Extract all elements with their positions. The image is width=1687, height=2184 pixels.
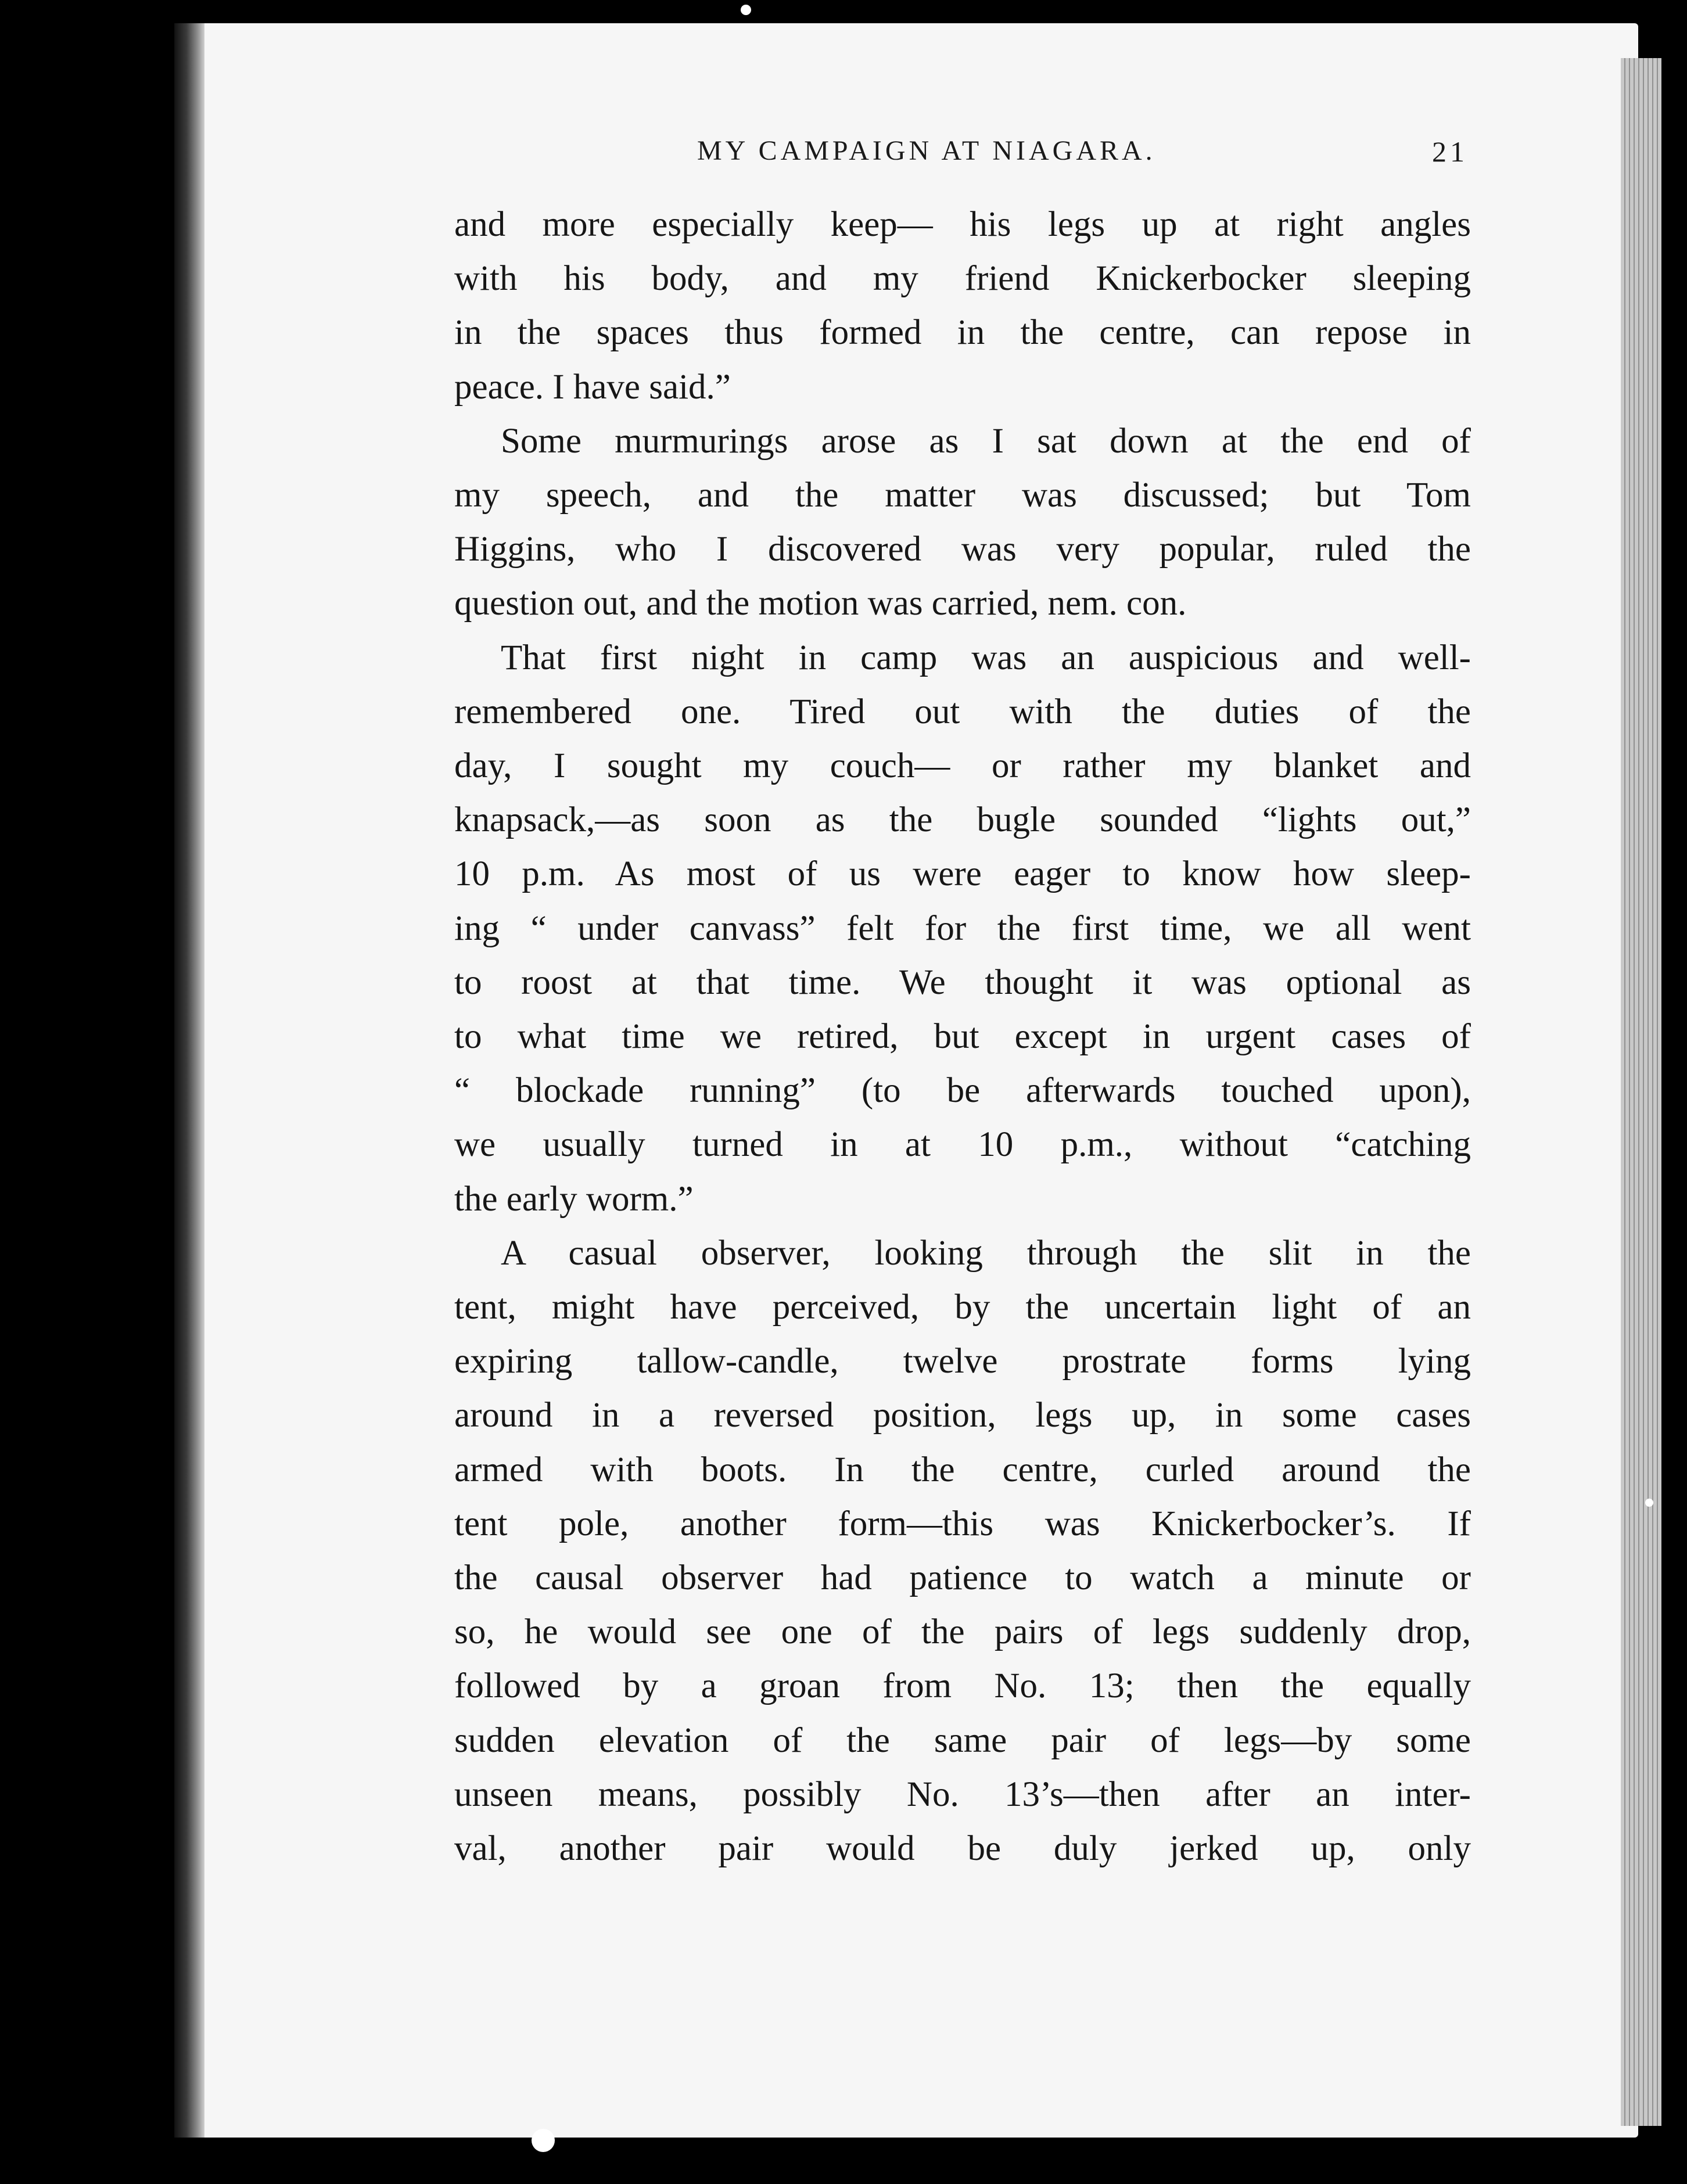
text-line: tent pole, another form—this was Knickerbocker’s. If: [454, 1504, 1471, 1543]
text-line: my speech, and the matter was discussed; but Tom: [454, 476, 1471, 515]
text-line: so, he would see one of the pairs of legs suddenly drop,: [454, 1612, 1471, 1652]
text-line: day, I sought my couch— or rather my blanket and: [454, 746, 1471, 786]
text-line: “ blockade running” (to be afterwards touched upon),: [454, 1071, 1471, 1111]
text-line: expiring tallow-candle, twelve prostrate forms lying: [454, 1342, 1471, 1381]
body-text: [454, 197, 1471, 1876]
text-line: Higgins, who I discovered was very popular, ruled the: [454, 530, 1471, 569]
page-edges: [1621, 58, 1661, 2126]
text-line: armed with boots. In the centre, curled around the: [454, 1450, 1471, 1489]
page-number: 21: [1432, 135, 1468, 168]
running-head: MY CAMPAIGN AT NIAGARA.: [697, 135, 1156, 166]
text-line: That first night in camp was an auspicious and well-: [501, 638, 1471, 677]
text-line: and more especially keep— his legs up at right angles: [454, 205, 1471, 244]
text-line: unseen means, possibly No. 13’s—then after an inter-: [454, 1774, 1471, 1814]
text-line: around in a reversed position, legs up, in some cases: [454, 1396, 1471, 1435]
text-line: the causal observer had patience to watch a minute or: [454, 1558, 1471, 1598]
text-line: Some murmurings arose as I sat down at the end of: [501, 421, 1471, 461]
scan-speck: [1645, 1499, 1653, 1507]
text-line: the early worm.”: [454, 1179, 694, 1219]
text-line: 10 p.m. As most of us were eager to know how sleep-: [454, 854, 1471, 894]
book-gutter: [174, 23, 204, 2138]
text-line: followed by a groan from No. 13; then the equally: [454, 1666, 1471, 1706]
text-line: we usually turned in at 10 p.m., without “catching: [454, 1125, 1471, 1165]
text-line: to roost at that time. We thought it was optional as: [454, 962, 1471, 1002]
text-line: in the spaces thus formed in the centre, can repose in: [454, 313, 1471, 353]
text-line: ing “ under canvass” felt for the first time, we all went: [454, 908, 1471, 948]
scan-speck: [532, 2129, 555, 2152]
text-line: peace. I have said.”: [454, 367, 731, 407]
text-line: val, another pair would be duly jerked up, only: [454, 1829, 1471, 1869]
scan-speck: [741, 5, 751, 15]
text-line: to what time we retired, but except in urgent cases of: [454, 1017, 1471, 1057]
text-line: sudden elevation of the same pair of legs—by some: [454, 1720, 1471, 1760]
text-line: question out, and the motion was carried, nem. con.: [454, 584, 1187, 623]
text-line: A casual observer, looking through the slit in the: [501, 1233, 1471, 1273]
text-line: remembered one. Tired out with the duties of the: [454, 692, 1471, 731]
text-line: tent, might have perceived, by the uncertain light of an: [454, 1288, 1471, 1327]
text-line: with his body, and my friend Knickerbocker sleeping: [454, 259, 1471, 299]
text-line: knapsack,—as soon as the bugle sounded “lights out,”: [454, 800, 1471, 840]
